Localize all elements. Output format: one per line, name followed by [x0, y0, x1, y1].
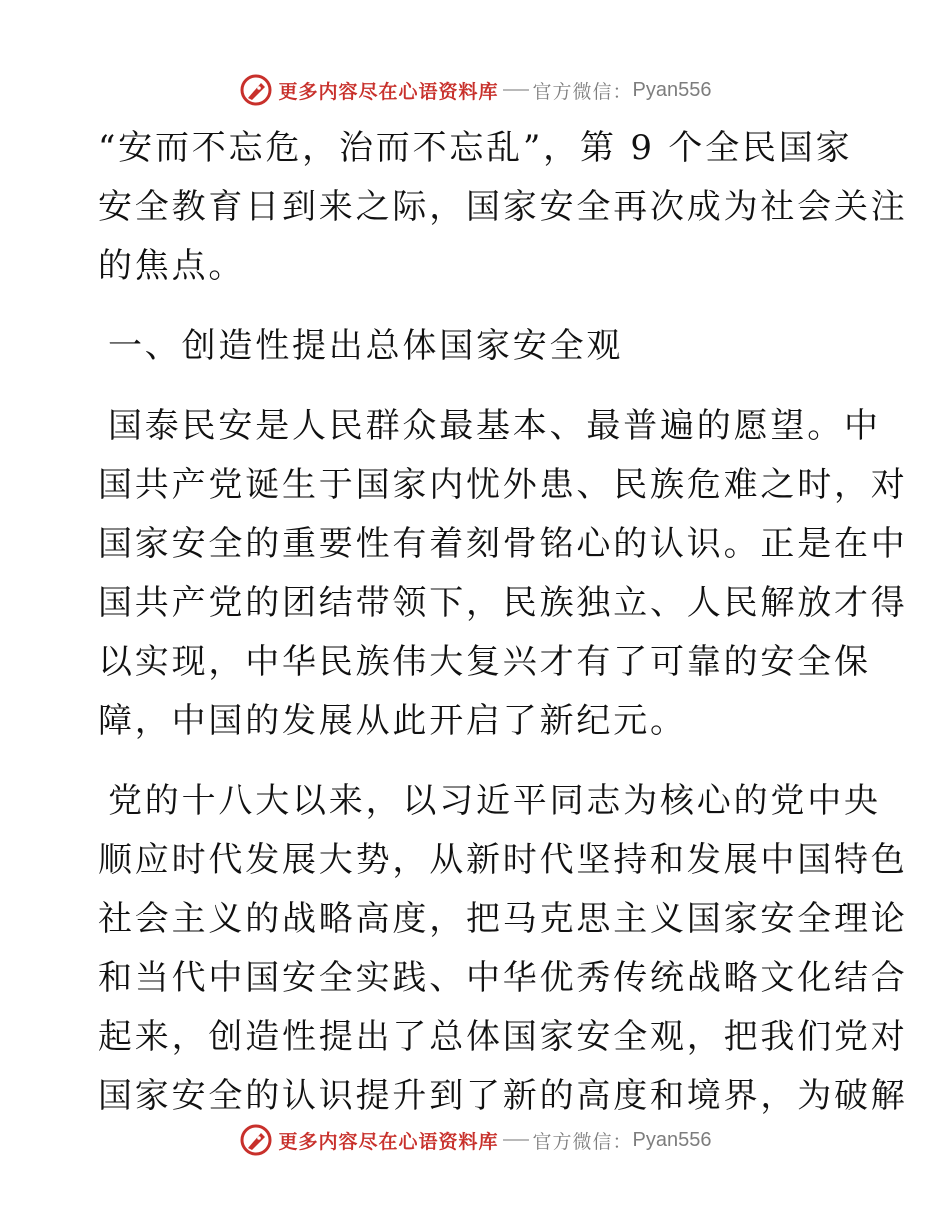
header-watermark-banner [0, 70, 950, 110]
watermark-brand-text: 更多内容尽在心语资料库 [278, 80, 499, 103]
text-line: 顺应时代发展大势，从新时代坚持和发展中国特色 [98, 840, 908, 880]
document-body [98, 119, 908, 1126]
paragraph-intro [98, 119, 908, 296]
watermark-separator [503, 1139, 529, 1141]
watermark-separator [503, 89, 529, 91]
text-line: 国家安全的重要性有着刻骨铭心的认识。正是在中 [98, 524, 908, 564]
text-line: 国共产党的团结带领下，民族独立、人民解放才得 [98, 583, 908, 623]
text-line: 起来，创造性提出了总体国家安全观，把我们党对 [98, 1017, 908, 1057]
text-line: 障，中国的发展从此开启了新纪元。 [98, 701, 687, 741]
pen-nib-logo-icon [239, 1123, 273, 1157]
footer-watermark-banner [0, 1120, 950, 1160]
text-line: 国泰民安是人民群众最基本、最普遍的愿望。中 [108, 406, 881, 446]
text-line: 的焦点。 [98, 246, 246, 286]
watermark-official-label: 官方微信： [532, 80, 633, 103]
watermark-brand-text: 更多内容尽在心语资料库 [278, 1130, 499, 1153]
watermark-wechat-id: Pyan556 [632, 78, 712, 101]
text-line: 安全教育日到来之际，国家安全再次成为社会关注 [98, 187, 908, 227]
section-heading: 一、创造性提出总体国家安全观 [108, 326, 624, 366]
text-line: 和当代中国安全实践、中华优秀传统战略文化结合 [98, 958, 908, 998]
watermark-official-label: 官方微信： [532, 1130, 633, 1153]
text-line: 国家安全的认识提升到了新的高度和境界，为破解 [98, 1076, 908, 1116]
text-line: “安而不忘危，治而不忘乱”，第 9 个全民国家 [98, 128, 853, 168]
text-line: 社会主义的战略高度，把马克思主义国家安全理论 [98, 899, 908, 939]
paragraph-third [98, 772, 908, 1126]
paragraph-second [98, 397, 908, 751]
text-line: 国共产党诞生于国家内忧外患、民族危难之时，对 [98, 465, 908, 505]
watermark-wechat-id: Pyan556 [632, 1128, 712, 1151]
text-line: 以实现，中华民族伟大复兴才有了可靠的安全保 [98, 642, 871, 682]
pen-nib-logo-icon [239, 73, 273, 107]
text-line: 党的十八大以来，以习近平同志为核心的党中央 [108, 781, 881, 821]
